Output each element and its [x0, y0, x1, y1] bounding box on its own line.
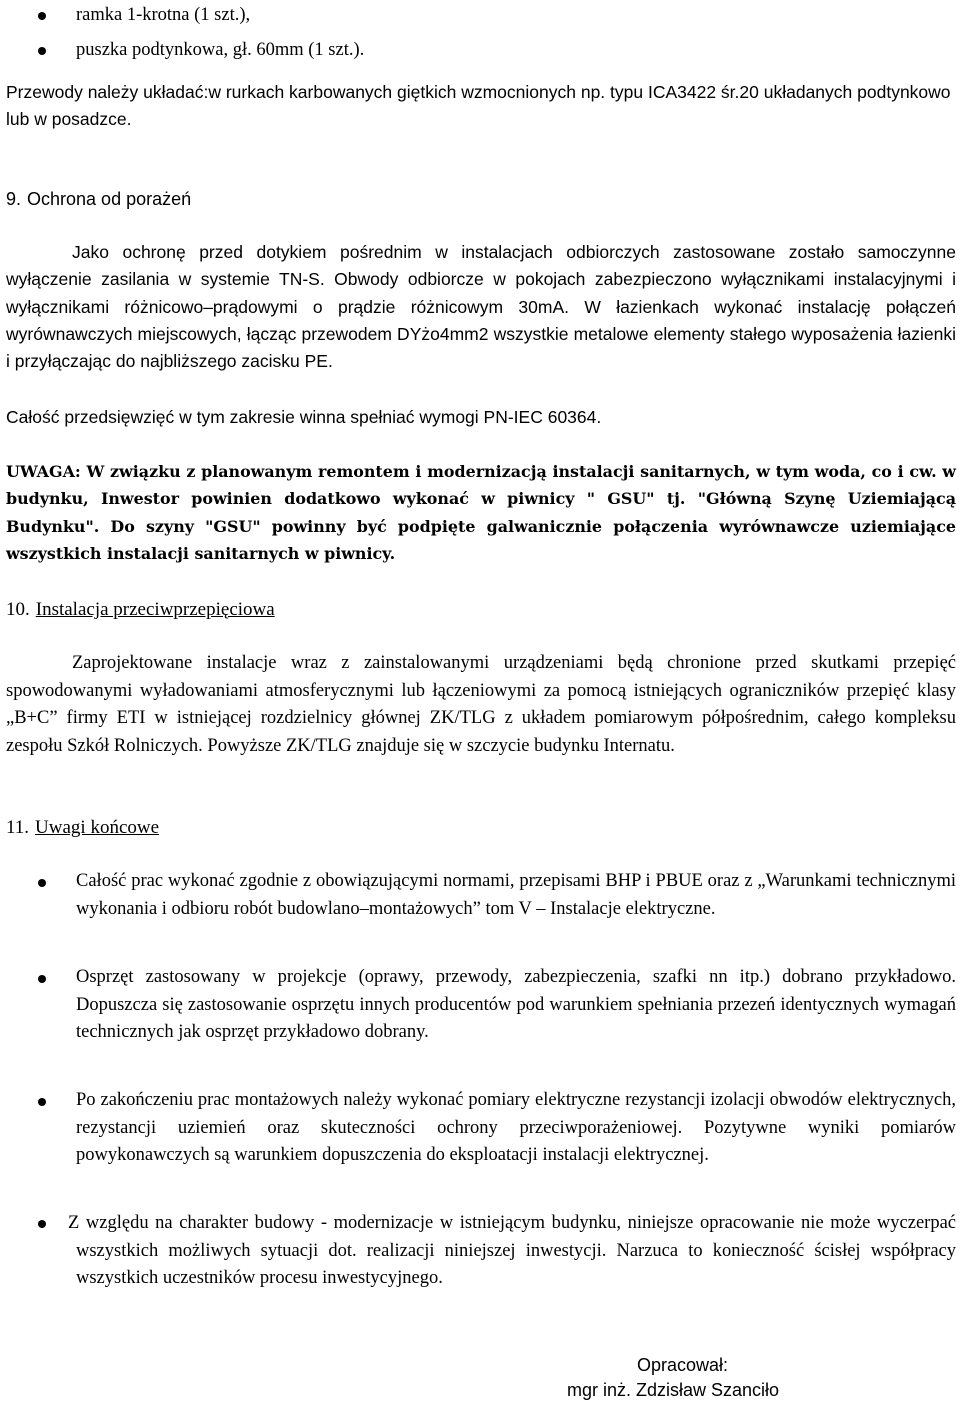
- section-9-standard: Całość przedsięwzięć w tym zakresie winna spełniać wymogi PN-IEC 60364.: [6, 407, 602, 427]
- warning-paragraph: UWAGA: W związku z planowanym remontem i modernizacją instalacji sanitarnych, w tym woda, co i cw. w budynku, Inwestor powinien dodatkowo wykonać w piwnicy " GSU" tj. "Główną Szynę Uziemiającą Budynku". Do szyny "GSU" powinny być podpięte galwanicznie połączenia wyrównawcze uziemiające wszystkich instalacji sanitarnych w piwnicy.: [6, 462, 956, 563]
- section-number: 9.: [6, 189, 22, 209]
- list-item: ramka 1-krotna (1 szt.),: [76, 5, 251, 25]
- signature-name: mgr inż. Zdzisław Szanciło: [567, 1380, 780, 1400]
- bullet-dot: [38, 12, 46, 20]
- list-item: Po zakończeniu prac montażowych należy wykonać pomiary elektryczne rezystancji izolacji obwodów elektrycznych, rezystancji uziemień oraz skuteczności ochrony przeciwporażeniowej. Pozytywne wyniki pomiarów powykonawczych są warunkiem dopuszczenia do eksploatacji instalacji elektrycznej.: [76, 1090, 956, 1165]
- section-title: Uwagi końcowe: [35, 817, 160, 838]
- section-10-heading: [6, 596, 275, 623]
- list-item: Całość prac wykonać zgodnie z obowiązującymi normami, przepisami BHP i PBUE oraz z „Warunkami technicznymi wykonania i odbioru robót budowlano–montażowych” tom V – Instalacje elektryczne.: [76, 871, 956, 919]
- section-10-paragraph: Zaprojektowane instalacje wraz z zainstalowanymi urządzeniami będą chronione przed skutkami przepięć spowodowanymi wyładowaniami atmosferycznymi lub łączeniowymi za pomocą istniejących ograniczników przepięć klasy „B+C” firmy ETI w istniejącej rozdzielnicy głównej ZK/TLG z układem pomiarowym półpośrednim, całego kompleksu zespołu Szkół Rolniczych. Powyższe ZK/TLG znajduje się w szczycie budynku Internatu.: [6, 653, 956, 756]
- wiring-paragraph: Przewody należy układać:w rurkach karbowanych giętkich wzmocnionych np. typu ICA3422 śr.20 układanych podtynkowo lub w posadzce.: [6, 82, 951, 129]
- section-number: 10.: [6, 599, 30, 620]
- list-item: puszka podtynkowa, gł. 60mm (1 szt.).: [76, 40, 365, 60]
- list-item: Z względu na charakter budowy - modernizacje w istniejącym budynku, niniejsze opracowanie nie może wyczerpać wszystkich możliwych sytuacji dot. realizacji niniejszej inwestycji. Narzuca to konieczność ścisłej współpracy wszystkich uczestników procesu inwestycyjnego.: [68, 1213, 956, 1288]
- bullet-dot: [38, 879, 46, 887]
- bullet-dot: [38, 1220, 46, 1228]
- section-9-heading: [6, 186, 191, 213]
- bullet-dot: [38, 1098, 46, 1106]
- list-item: Osprzęt zastosowany w projekcje (oprawy, przewody, zabezpieczenia, szafki nn itp.) dobrano przykładowo. Dopuszcza się zastosowanie osprzętu innych producentów pod warunkiem spełniania przezeń identycznych wymagań technicznych jak osprzęt przykładowo dobrany.: [76, 967, 956, 1042]
- signature-label: Opracował:: [637, 1355, 729, 1375]
- section-9-paragraph: Jako ochronę przed dotykiem pośrednim w instalacjach odbiorczych zastosowane zostało samoczynne wyłączenie zasilania w systemie TN-S. Obwody odbiorcze w pokojach zabezpieczono wyłącznikami instalacyjnymi i wyłącznikami różnicowo–prądowymi o prądzie różnicowym 30mA. W łazienkach wykonać instalację połączeń wyrównawczych miejscowych, łącząc przewodem DYżo4mm2 wszystkie metalowe elementy stałego wyposażenia łazienki i przyłączając do najbliższego zacisku PE.: [6, 242, 956, 372]
- section-number: 11.: [6, 817, 30, 838]
- section-11-heading: [6, 814, 159, 841]
- section-title: Instalacja przeciwprzepięciowa: [35, 599, 275, 620]
- section-title: Ochrona od porażeń: [27, 189, 192, 209]
- bullet-dot: [38, 975, 46, 983]
- bullet-dot: [38, 47, 46, 55]
